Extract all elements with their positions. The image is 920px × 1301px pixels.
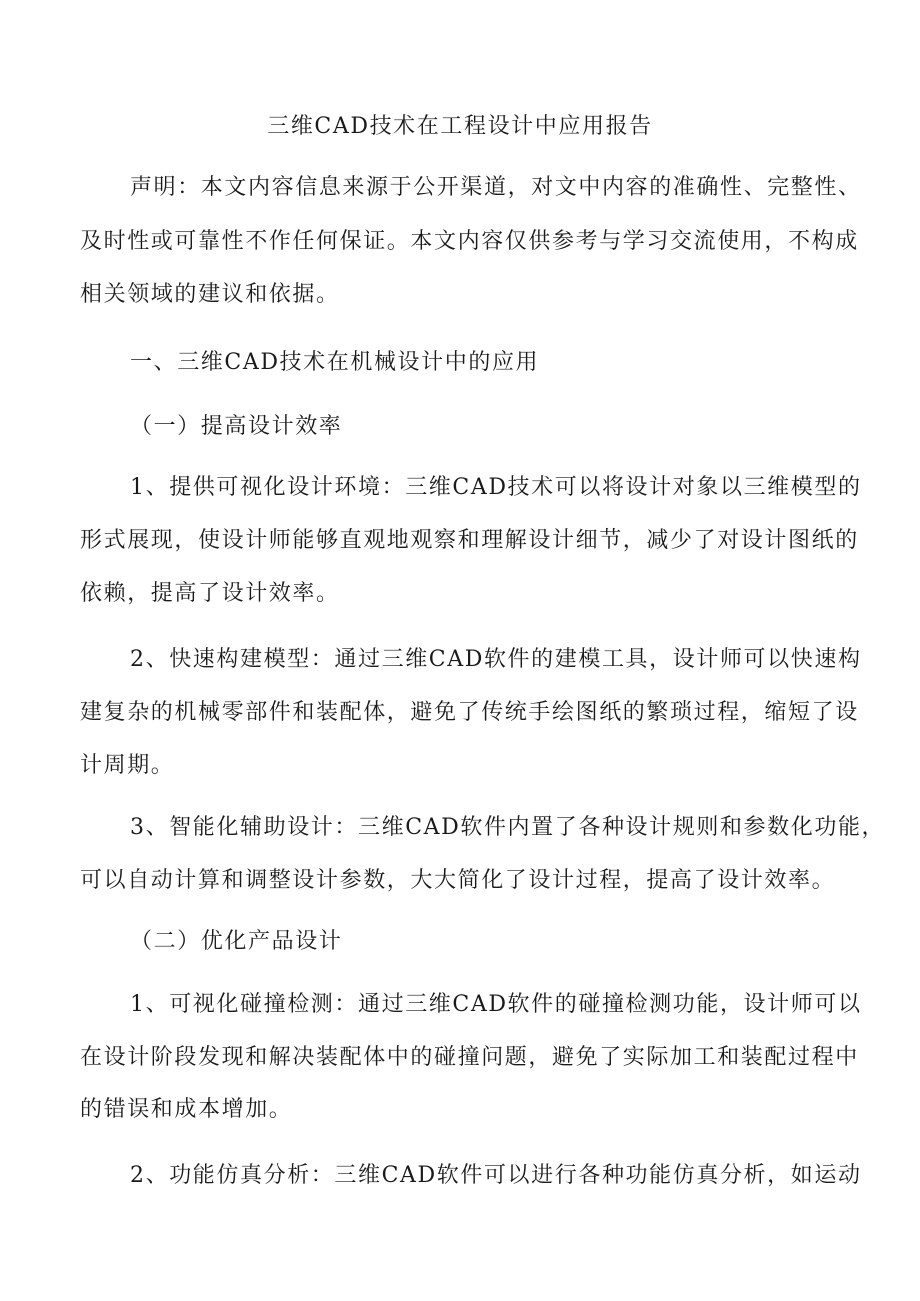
paragraph-line: 建复杂的机械零部件和装配体，避免了传统手绘图纸的繁琐过程，缩短了设	[80, 700, 859, 725]
paragraph-line: 的错误和成本增加。	[80, 1097, 293, 1122]
disclaimer-line: 及时性或可靠性不作任何保证。本文内容仅供参考与学习交流使用，不构成	[80, 229, 859, 254]
subsection-heading: （二）优化产品设计	[130, 929, 343, 954]
paragraph-line: 1、可视化碰撞检测：通过三维CAD软件的碰撞检测功能，设计师可以	[130, 992, 862, 1017]
disclaimer-line: 相关领域的建议和依据。	[80, 282, 340, 307]
disclaimer-line: 声明：本文内容信息来源于公开渠道，对文中内容的准确性、完整性、	[130, 175, 862, 200]
paragraph-line: 计周期。	[80, 753, 175, 778]
paragraph-line: 形式展现，使设计师能够直观地观察和理解设计细节，减少了对设计图纸的	[80, 528, 859, 553]
paragraph-line: 2、快速构建模型：通过三维CAD软件的建模工具，设计师可以快速构	[130, 647, 862, 672]
paragraph-line: 3、智能化辅助设计：三维CAD软件内置了各种设计规则和参数化功能，	[130, 815, 886, 840]
paragraph-line: 1、提供可视化设计环境：三维CAD技术可以将设计对象以三维模型的	[130, 475, 862, 500]
document-title: 三维CAD技术在工程设计中应用报告	[267, 114, 653, 139]
paragraph-line: 可以自动计算和调整设计参数，大大简化了设计过程，提高了设计效率。	[80, 868, 836, 893]
paragraph-line: 在设计阶段发现和解决装配体中的碰撞问题，避免了实际加工和装配过程中	[80, 1045, 859, 1070]
section-heading: 一、三维CAD技术在机械设计中的应用	[130, 350, 540, 375]
subsection-heading: （一）提高设计效率	[130, 414, 343, 439]
paragraph-line: 依赖，提高了设计效率。	[80, 581, 340, 606]
paragraph-line: 2、功能仿真分析：三维CAD软件可以进行各种功能仿真分析，如运动	[130, 1163, 862, 1188]
